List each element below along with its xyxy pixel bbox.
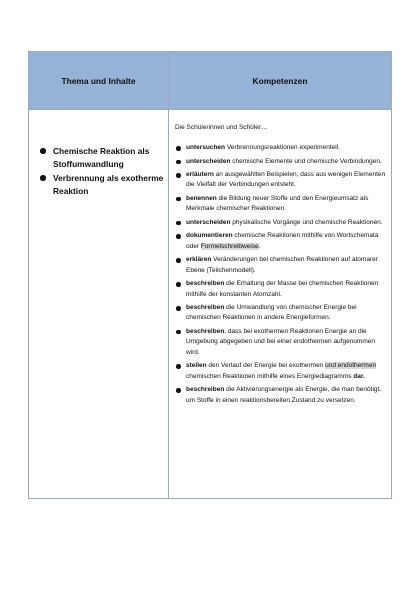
competence-item xyxy=(175,194,387,215)
topic-text: Chemische Reaktion als Stoffumwandlung xyxy=(53,146,150,169)
competence-text-after: chemischen Reaktionen mithilfe eines Energiediagramms xyxy=(186,372,354,380)
highlighted-text: Formelschreibweise xyxy=(200,242,259,250)
intro-text: Die Schülerinnen und Schüler… xyxy=(175,124,268,131)
competences-cell xyxy=(169,109,391,498)
competence-item xyxy=(175,327,387,358)
bullet-icon xyxy=(176,221,181,226)
bullet-icon xyxy=(40,175,46,181)
competence-verb: dokumentieren xyxy=(186,232,233,240)
competence-verb: beschreiben xyxy=(186,304,225,312)
competence-verb: beschreiben xyxy=(186,386,225,394)
competence-verb: beschreiben xyxy=(186,327,225,335)
header-topics: Thema und Inhalte xyxy=(29,52,169,109)
competence-item xyxy=(175,143,387,153)
competence-verb: beschreiben xyxy=(186,280,225,288)
competence-verb: benennen xyxy=(186,194,217,202)
bullet-icon xyxy=(176,330,181,335)
bullet-icon xyxy=(176,160,181,165)
competence-text: , dass bei exothermen Reaktionen Energie an die Umgebung abgegeben und bei einer endothermen aufgenommen wird. xyxy=(186,327,376,356)
bullet-icon xyxy=(176,234,181,239)
topic-text: Verbrennung als exotherme Reaktion xyxy=(53,173,164,196)
competence-text: Veränderungen bei chemischen Reaktionen auf atomarer Ebene (Teilchenmodell). xyxy=(186,256,378,274)
highlighted-text: und endothermen xyxy=(325,362,377,370)
bullet-icon xyxy=(176,282,181,287)
table-header xyxy=(29,52,391,110)
competence-verb: untersuchen xyxy=(186,144,226,151)
competence-item xyxy=(175,218,387,228)
competence-text: chemische Elemente und chemische Verbindungen. xyxy=(230,157,382,165)
competence-item xyxy=(175,279,387,300)
competence-text: die Erhaltung der Masse bei chemischen Reaktionen mithilfe der konstanten Atomzahl. xyxy=(186,280,379,298)
header-competences: Kompetenzen xyxy=(252,75,308,86)
competence-text: an ausgewählten Beispielen, dass aus wenigen Elementen die Vielfalt der Verbindungen entsteht. xyxy=(186,171,386,189)
bullet-icon xyxy=(176,146,181,151)
competence-text: die Aktivierungsenergie als Energie, die man benötigt, um Stoffe in einen reaktionsbereiten Zustand zu versetzen. xyxy=(186,386,382,404)
competence-item xyxy=(175,385,387,406)
bullet-icon xyxy=(176,258,181,263)
bullet-icon xyxy=(176,197,181,202)
competences-list xyxy=(175,143,387,409)
competence-item xyxy=(175,231,387,252)
competence-verb: erklären xyxy=(186,256,212,264)
competence-item xyxy=(175,255,387,276)
competence-item xyxy=(175,361,387,382)
topic-item xyxy=(40,145,164,170)
topics-cell xyxy=(29,109,169,498)
competence-text: den Verlauf der Energie bei exothermen xyxy=(206,362,326,370)
competence-item xyxy=(175,170,387,191)
competence-text: chemische Reaktionen mithilfe von Wortschemata oder xyxy=(186,232,379,250)
bullet-icon xyxy=(176,306,181,311)
competence-text: die Bildung neuer Stoffe und den Energieumsatz als Merkmale chemischer Reaktionen. xyxy=(186,194,369,213)
competence-text: die Umwandlung von chemischer Energie bei chemischen Reaktionen in andere Energieformen. xyxy=(186,304,357,322)
competence-text: Verbrennungsreaktionen experimentell. xyxy=(225,144,340,151)
competence-verb: erläutern xyxy=(186,171,214,178)
bullet-icon xyxy=(176,173,181,178)
bullet-icon xyxy=(176,364,181,369)
topic-item xyxy=(40,172,164,197)
competence-text: physikalische Vorgänge und chemische Reaktionen. xyxy=(230,218,383,226)
competence-verb-end: dar. xyxy=(353,372,365,380)
topics-list xyxy=(40,145,164,199)
competence-verb: stellen xyxy=(186,362,207,370)
competence-verb: unterscheiden xyxy=(186,157,231,165)
bullet-icon xyxy=(176,388,181,393)
competence-item xyxy=(175,303,387,324)
competence-text-after: . xyxy=(258,242,261,250)
competence-item xyxy=(175,157,387,167)
competence-verb: unterscheiden xyxy=(186,218,231,226)
competence-table xyxy=(28,51,392,499)
bullet-icon xyxy=(40,148,46,154)
